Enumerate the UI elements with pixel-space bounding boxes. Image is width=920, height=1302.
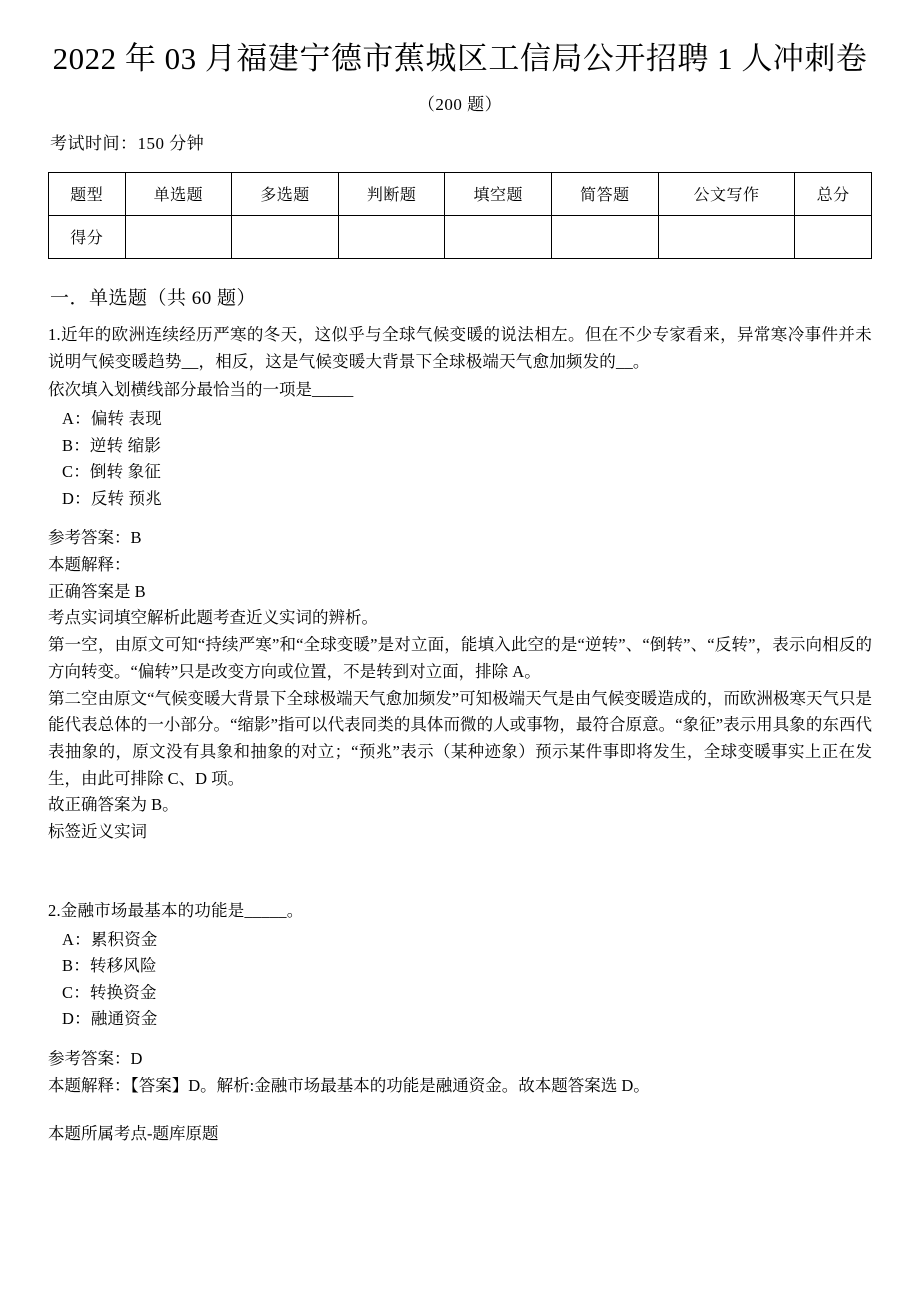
explanation-paragraph: 正确答案是 B	[48, 581, 146, 601]
option-c: C：转换资金	[62, 982, 157, 1002]
exam-time: 考试时间：150 分钟	[50, 133, 205, 153]
score-table	[48, 172, 872, 259]
row-label: 得分	[49, 215, 126, 258]
section-heading: 一．单选题（共 60 题）	[50, 287, 257, 309]
page-title: 2022 年 03 月福建宁德市蕉城区工信局公开招聘 1 人冲刺卷	[52, 41, 868, 76]
table-header-cell: 总分	[795, 172, 872, 215]
question-tag: 标签近义实词	[48, 822, 147, 842]
table-header-row	[49, 172, 872, 215]
question-block	[48, 322, 872, 846]
table-header-cell: 公文写作	[658, 172, 795, 215]
score-cell	[795, 215, 872, 258]
explanation-label: 本题解释：【答案】D。解析:金融市场最基本的功能是融通资金。故本题答案选 D。	[48, 1075, 650, 1095]
option-a: A：累积资金	[62, 929, 158, 949]
table-header-cell: 单选题	[125, 172, 232, 215]
score-cell	[658, 215, 795, 258]
score-cell	[338, 215, 445, 258]
explanation-paragraph: 第二空由原文“气候变暖大背景下全球极端天气愈加频发”可知极端天气是由气候变暖造成的，而欧洲极寒天气只是能代表总体的一小部分。“缩影”指可以代表同类的具体而微的人或事物，最符合原意。“象征”表示用具象的东西代表抽象的，原文没有具象和抽象的对立；“预兆”表示（某种迹象）预示某件事即将发生，全球变暖事实上正在发生，由此可排除 C、D 项。	[48, 688, 872, 788]
table-header-cell: 简答题	[552, 172, 659, 215]
score-cell	[445, 215, 552, 258]
option-b: B：转移风险	[62, 956, 157, 976]
explanation-paragraph: 故正确答案为 B。	[48, 795, 179, 815]
explanation-label: 本题解释：	[48, 554, 131, 574]
option-d: D：反转 预兆	[62, 488, 162, 508]
table-header-cell: 填空题	[445, 172, 552, 215]
table-row	[49, 215, 872, 258]
page-subtitle: （200 题）	[417, 94, 503, 114]
table-header-cell: 题型	[49, 172, 126, 215]
spacer	[48, 852, 872, 898]
question-subprompt: 依次填入划横线部分最恰当的一项是_____	[48, 380, 354, 400]
table-header-cell: 多选题	[232, 172, 339, 215]
option-d: D：融通资金	[62, 1009, 158, 1029]
reference-answer: 参考答案：B	[48, 528, 142, 548]
option-c: C：倒转 象征	[62, 462, 162, 482]
reference-answer: 参考答案：D	[48, 1048, 143, 1068]
question-stem: 2.金融市场最基本的功能是_____。	[48, 900, 304, 920]
option-a: A：偏转 表现	[62, 409, 162, 428]
question-tag: 本题所属考点-题库原题	[48, 1124, 219, 1144]
table-header-cell: 判断题	[338, 172, 445, 215]
explanation-paragraph: 第一空，由原文可知“持续严寒”和“全球变暖”是对立面，能填入此空的是“逆转”、“倒转”、“反转”，表示向相反的方向转变。“偏转”只是改变方向或位置，不是转到对立面，排除 A。	[48, 635, 872, 681]
spacer	[48, 1099, 872, 1121]
score-cell	[125, 215, 232, 258]
score-cell	[552, 215, 659, 258]
question-stem: 1.近年的欧洲连续经历严寒的冬天，这似乎与全球气候变暖的说法相左。但在不少专家看来，异常寒冷事件并未说明气候变暖趋势__，相反，这是气候变暖大背景下全球极端天气愈加频发的__。	[48, 324, 872, 371]
score-cell	[232, 215, 339, 258]
option-b: B：逆转 缩影	[62, 435, 162, 455]
question-block	[48, 898, 872, 1148]
explanation-paragraph: 考点实词填空解析此题考查近义实词的辨析。	[48, 608, 378, 628]
